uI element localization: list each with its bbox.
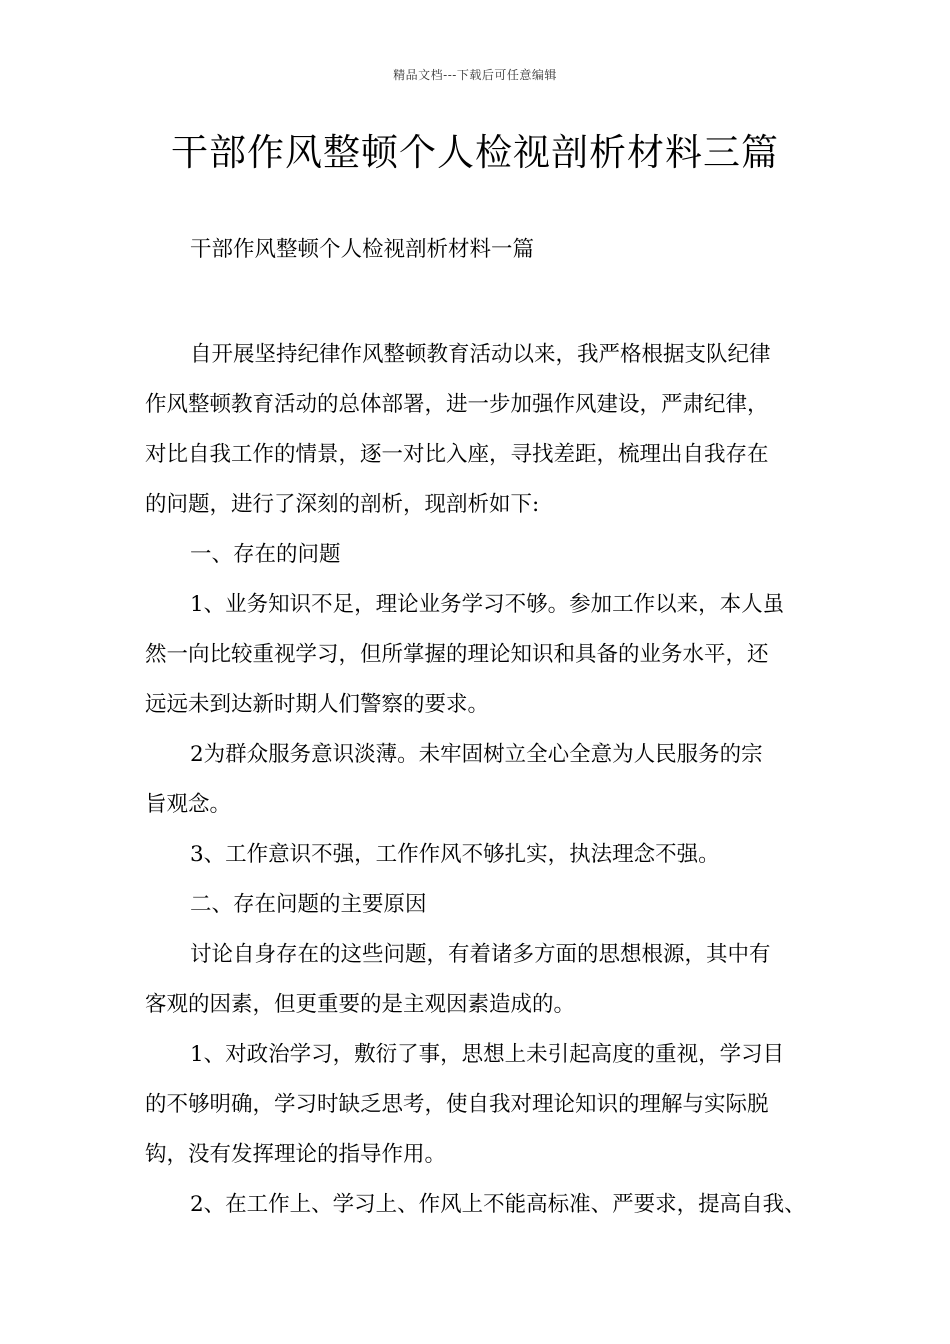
text-line: 自开展坚持纪律作风整顿教育活动以来，我严格根据支队纪律 [190,342,771,367]
header-note: 精品文档---下载后可任意编辑 [393,68,557,82]
text-line: 3、工作意识不强，工作作风不够扎实，执法理念不强。 [190,842,720,867]
text-line: 2为群众服务意识淡薄。未牢固树立全心全意为人民服务的宗 [190,742,763,767]
text-line: 一、存在的问题 [190,542,341,567]
paragraph [145,580,825,730]
text-line: 钩，没有发挥理论的指导作用。 [145,1142,447,1167]
document-title: 干部作风整顿个人检视剖析材料三篇 [171,131,779,174]
text-line: 作风整顿教育活动的总体部署，进一步加强作风建设，严肃纪律， [145,392,769,417]
paragraph [145,730,825,830]
text-line: 1、业务知识不足，理论业务学习不够。参加工作以来，本人虽 [190,592,785,617]
text-line: 远远未到达新时期人们警察的要求。 [145,692,490,717]
paragraph [145,1030,825,1180]
text-line: 讨论自身存在的这些问题，有着诸多方面的思想根源，其中有 [190,942,771,967]
text-line: 的问题，进行了深刻的剖析，现剖析如下: [145,492,540,517]
text-line: 1、对政治学习，敷衍了事，思想上未引起高度的重视，学习目 [190,1042,785,1067]
text-line: 旨观念。 [145,792,232,817]
text-line: 然一向比较重视学习，但所掌握的理论知识和具备的业务水平，还 [145,642,769,667]
text-line: 二、存在问题的主要原因 [190,892,427,917]
paragraph [145,330,825,530]
paragraph [145,1180,825,1230]
paragraph [145,830,825,880]
text-line: 2、在工作上、学习上、作风上不能高标准、严要求，提高自我、 [190,1192,806,1217]
paragraph [145,530,825,580]
section-subtitle: 干部作风整顿个人检视剖析材料一篇 [190,237,535,262]
text-line: 对比自我工作的情景，逐一对比入座，寻找差距，梳理出自我存在 [145,442,769,467]
body-text [145,330,825,1230]
text-line: 客观的因素，但更重要的是主观因素造成的。 [145,992,576,1017]
paragraph [145,880,825,930]
text-line: 的不够明确，学习时缺乏思考，使自我对理论知识的理解与实际脱 [145,1092,769,1117]
paragraph [145,930,825,1030]
